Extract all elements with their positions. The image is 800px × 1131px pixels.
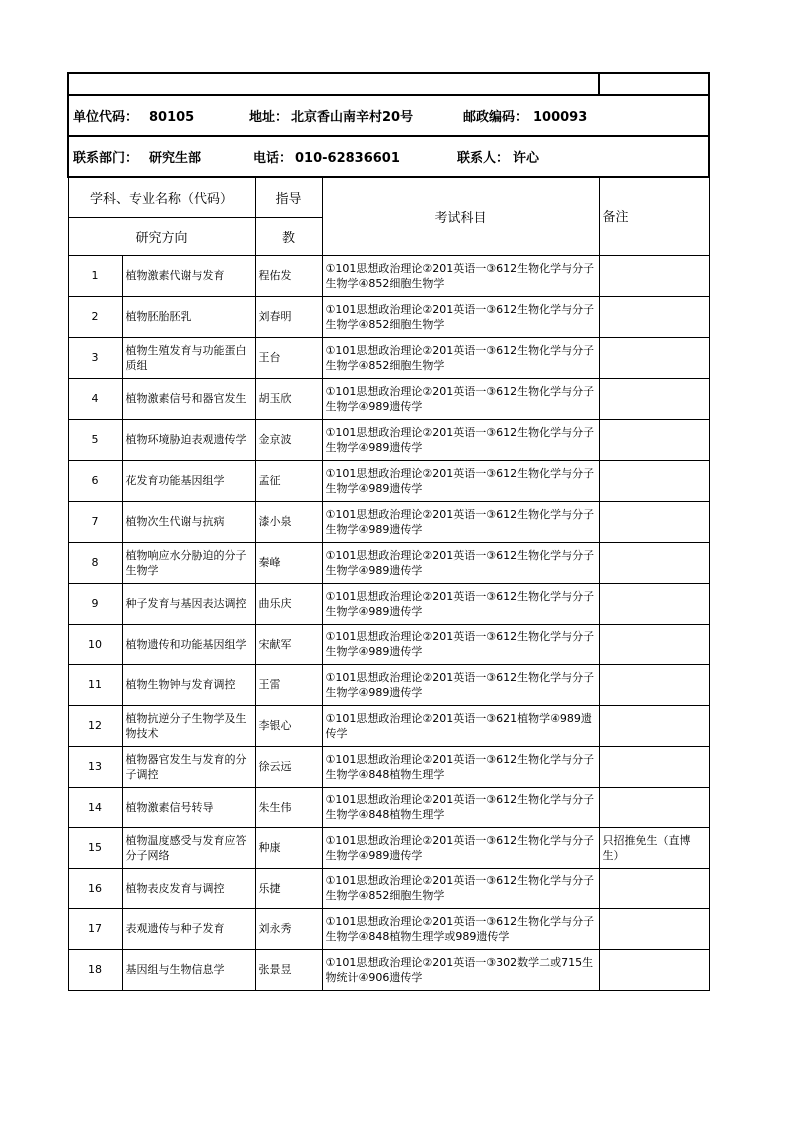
- advisor-name: 胡玉欣: [255, 378, 322, 419]
- dept-label: 联系部门：: [73, 151, 139, 166]
- contact: 许心: [513, 151, 540, 166]
- advisor-name: 刘春明: [255, 296, 322, 337]
- exam-subjects: ①101思想政治理论②201英语一③612生物化学与分子生物学④989遗传学: [322, 460, 599, 501]
- table-row: [68, 419, 709, 460]
- advisor-name: 宋献军: [255, 624, 322, 664]
- exam-subjects: ①101思想政治理论②201英语一③612生物化学与分子生物学④852细胞生物学: [322, 337, 599, 378]
- table-row: [68, 255, 709, 296]
- row-note: [599, 746, 709, 787]
- row-note: [599, 787, 709, 827]
- row-note: [599, 908, 709, 949]
- row-note: [599, 501, 709, 542]
- exam-subjects: ①101思想政治理论②201英语一③612生物化学与分子生物学④852细胞生物学: [322, 296, 599, 337]
- exam-subjects: ①101思想政治理论②201英语一③612生物化学与分子生物学④989遗传学: [322, 827, 599, 868]
- row-note: [599, 705, 709, 746]
- research-direction: 植物激素信号和器官发生: [122, 378, 255, 419]
- subject-header: 学科、专业名称（代码）: [68, 177, 255, 217]
- research-direction: 植物响应水分胁迫的分子生物学: [122, 542, 255, 583]
- row-note: [599, 419, 709, 460]
- title-row: [68, 73, 709, 95]
- advisor-name: 曲乐庆: [255, 583, 322, 624]
- research-direction: 植物次生代谢与抗病: [122, 501, 255, 542]
- research-direction: 植物表皮发育与调控: [122, 868, 255, 908]
- exam-subjects: ①101思想政治理论②201英语一③612生物化学与分子生物学④848植物生理学: [322, 787, 599, 827]
- row-note: [599, 949, 709, 990]
- contact-label: 联系人：: [457, 151, 510, 166]
- dept: 研究生部: [149, 151, 202, 166]
- table-row: [68, 337, 709, 378]
- research-direction: 植物环境胁迫表观遗传学: [122, 419, 255, 460]
- notes-header: 备注: [599, 177, 709, 255]
- row-number: 6: [68, 460, 122, 501]
- contact-info-cell: [68, 136, 709, 177]
- row-number: 14: [68, 787, 122, 827]
- row-number: 17: [68, 908, 122, 949]
- row-note: [599, 664, 709, 705]
- row-number: 8: [68, 542, 122, 583]
- column-header-row-1: [68, 177, 709, 217]
- advisor-name: 朱生伟: [255, 787, 322, 827]
- row-number: 1: [68, 255, 122, 296]
- table-row: [68, 664, 709, 705]
- research-direction: 植物抗逆分子生物学及生物技术: [122, 705, 255, 746]
- row-number: 15: [68, 827, 122, 868]
- contact-info-row: [68, 136, 709, 177]
- table-row: [68, 827, 709, 868]
- row-number: 3: [68, 337, 122, 378]
- row-number: 18: [68, 949, 122, 990]
- research-direction: 植物生物钟与发育调控: [122, 664, 255, 705]
- direction-header: 研究方向: [68, 217, 255, 255]
- title-side-cell: [599, 73, 709, 95]
- table-row: [68, 787, 709, 827]
- row-note: [599, 337, 709, 378]
- exam-subjects: ①101思想政治理论②201英语一③612生物化学与分子生物学④848植物生理学: [322, 746, 599, 787]
- advisor-header-top: 指导: [255, 177, 322, 217]
- research-direction: 植物生殖发育与功能蛋白质组: [122, 337, 255, 378]
- row-number: 9: [68, 583, 122, 624]
- table-row: [68, 542, 709, 583]
- row-note: [599, 583, 709, 624]
- title-cell: [68, 73, 599, 95]
- advisor-name: 乐捷: [255, 868, 322, 908]
- exam-subjects: ①101思想政治理论②201英语一③612生物化学与分子生物学④852细胞生物学: [322, 255, 599, 296]
- advisor-name: 张景昱: [255, 949, 322, 990]
- row-note: [599, 624, 709, 664]
- advisor-name: 种康: [255, 827, 322, 868]
- exam-subjects: ①101思想政治理论②201英语一③612生物化学与分子生物学④989遗传学: [322, 583, 599, 624]
- row-number: 13: [68, 746, 122, 787]
- row-number: 11: [68, 664, 122, 705]
- exam-subjects: ①101思想政治理论②201英语一③612生物化学与分子生物学④989遗传学: [322, 419, 599, 460]
- exam-subjects: ①101思想政治理论②201英语一③612生物化学与分子生物学④848植物生理学或989遗传学: [322, 908, 599, 949]
- research-direction: 花发育功能基因组学: [122, 460, 255, 501]
- table-row: [68, 378, 709, 419]
- unit-info-row: [68, 95, 709, 136]
- postcode: 100093: [533, 110, 588, 125]
- unit-code: 80105: [149, 110, 195, 125]
- table-row: [68, 746, 709, 787]
- research-direction: 植物遗传和功能基因组学: [122, 624, 255, 664]
- row-number: 12: [68, 705, 122, 746]
- row-note: 只招推免生（直博生）: [599, 827, 709, 868]
- research-direction: 植物激素信号转导: [122, 787, 255, 827]
- advisor-name: 王台: [255, 337, 322, 378]
- row-note: [599, 542, 709, 583]
- phone: 010-62836601: [295, 151, 400, 166]
- research-direction: 植物温度感受与发育应答分子网络: [122, 827, 255, 868]
- research-direction: 植物胚胎胚乳: [122, 296, 255, 337]
- exam-header: 考试科目: [322, 177, 599, 255]
- unit-info-cell: [68, 95, 709, 136]
- row-number: 10: [68, 624, 122, 664]
- row-note: [599, 296, 709, 337]
- advisor-name: 程佑发: [255, 255, 322, 296]
- research-direction: 表观遗传与种子发育: [122, 908, 255, 949]
- table-row: [68, 460, 709, 501]
- exam-subjects: ①101思想政治理论②201英语一③612生物化学与分子生物学④852细胞生物学: [322, 868, 599, 908]
- phone-label: 电话：: [253, 151, 293, 166]
- advisor-name: 孟征: [255, 460, 322, 501]
- exam-subjects: ①101思想政治理论②201英语一③612生物化学与分子生物学④989遗传学: [322, 624, 599, 664]
- address: 北京香山南辛村20号: [291, 110, 414, 125]
- row-note: [599, 460, 709, 501]
- advisor-header-bottom: 教: [255, 217, 322, 255]
- advisor-name: 刘永秀: [255, 908, 322, 949]
- exam-subjects: ①101思想政治理论②201英语一③612生物化学与分子生物学④989遗传学: [322, 542, 599, 583]
- advisor-name: 王雷: [255, 664, 322, 705]
- advisor-name: 漆小泉: [255, 501, 322, 542]
- postcode-label: 邮政编码：: [463, 110, 529, 125]
- row-note: [599, 868, 709, 908]
- table-row: [68, 583, 709, 624]
- exam-subjects: ①101思想政治理论②201英语一③302数学二或715生物统计④906遗传学: [322, 949, 599, 990]
- row-number: 5: [68, 419, 122, 460]
- row-note: [599, 378, 709, 419]
- exam-subjects: ①101思想政治理论②201英语一③612生物化学与分子生物学④989遗传学: [322, 501, 599, 542]
- advisor-name: 秦峰: [255, 542, 322, 583]
- row-note: [599, 255, 709, 296]
- table-row: [68, 624, 709, 664]
- research-direction: 植物激素代谢与发育: [122, 255, 255, 296]
- advisor-name: 李银心: [255, 705, 322, 746]
- row-number: 4: [68, 378, 122, 419]
- address-label: 地址：: [249, 110, 289, 125]
- table-row: [68, 501, 709, 542]
- table-row: [68, 949, 709, 990]
- advisor-name: 金京波: [255, 419, 322, 460]
- research-direction: 种子发育与基因表达调控: [122, 583, 255, 624]
- advisor-name: 徐云远: [255, 746, 322, 787]
- table-row: [68, 868, 709, 908]
- row-number: 7: [68, 501, 122, 542]
- research-direction: 基因组与生物信息学: [122, 949, 255, 990]
- table-row: [68, 908, 709, 949]
- exam-subjects: ①101思想政治理论②201英语一③612生物化学与分子生物学④989遗传学: [322, 378, 599, 419]
- table-row: [68, 705, 709, 746]
- exam-subjects: ①101思想政治理论②201英语一③612生物化学与分子生物学④989遗传学: [322, 664, 599, 705]
- exam-subjects: ①101思想政治理论②201英语一③621植物学④989遗传学: [322, 705, 599, 746]
- row-number: 2: [68, 296, 122, 337]
- table-row: [68, 296, 709, 337]
- row-number: 16: [68, 868, 122, 908]
- admissions-table: [67, 72, 710, 991]
- unit-code-label: 单位代码：: [73, 110, 139, 125]
- research-direction: 植物器官发生与发育的分子调控: [122, 746, 255, 787]
